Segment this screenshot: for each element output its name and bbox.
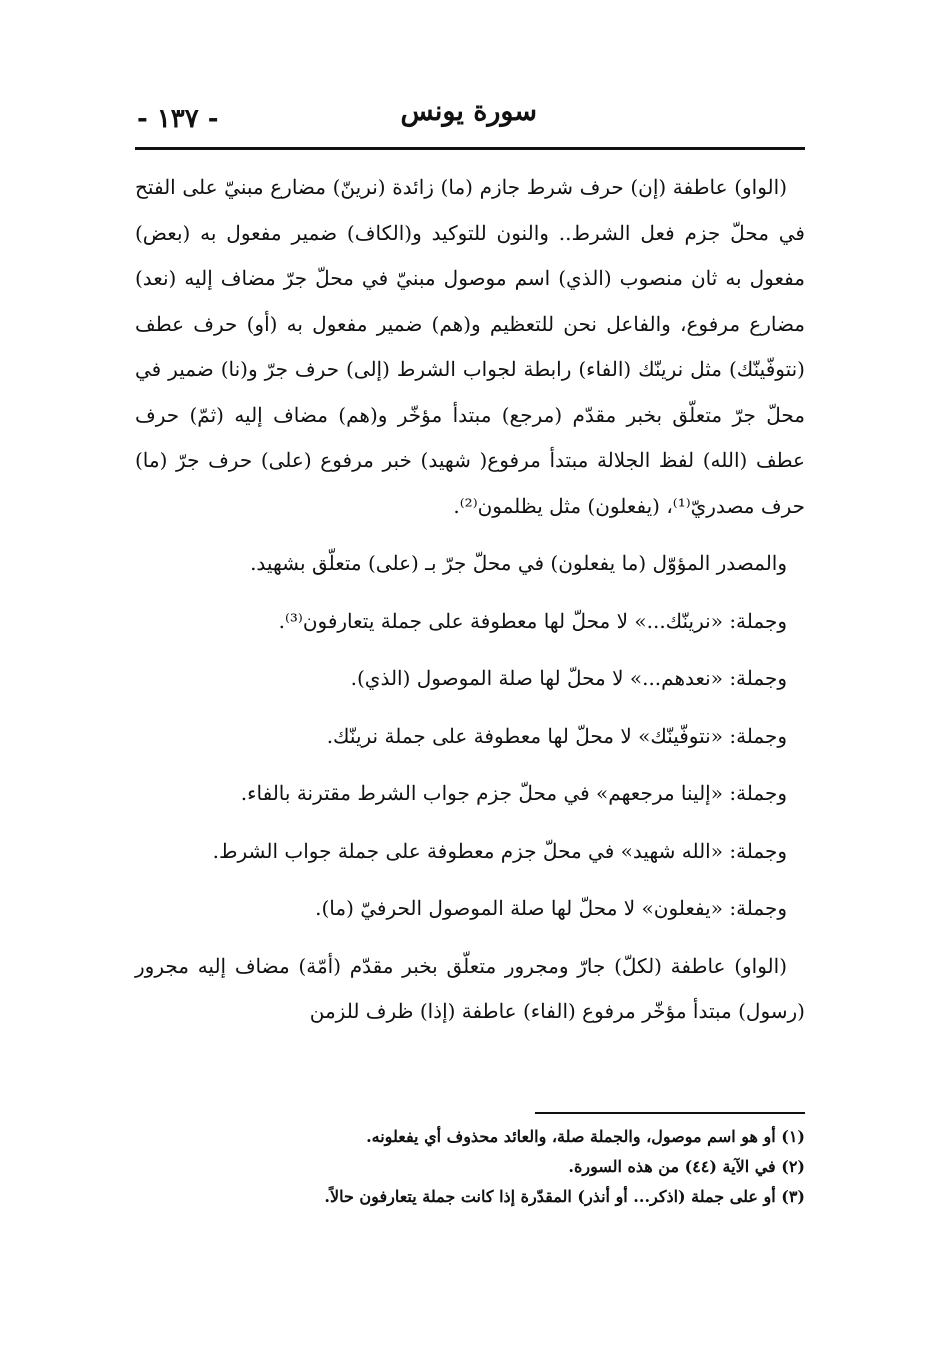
footnotes <box>135 1122 805 1212</box>
page-header <box>135 96 805 148</box>
paragraph-9: (الواو) عاطفة (لكلّ) جارّ ومجرور متعلّق بخبر مقدّم (أمّة) مضاف إليه مجرور (رسول) مبتدأ مؤخّر مرفوع (الفاء) عاطفة (إذا) ظرف للزمن <box>135 953 805 1023</box>
paragraph-1: (الواو) عاطفة (إن) حرف شرط جازم (ما) زائدة (نرينّ) مضارع مبنيّ على الفتح في محلّ جزم فعل الشرط.. والنون للتوكيد و(الكاف) ضمير مفعول به (بعض) مفعول به ثان منصوب (الذي) اسم موصول مبنيّ في محلّ جرّ مضاف إليه (نعد) مضارع مرفوع، والفاعل نحن للتعظيم و(هم) ضمير مفعول به (أو) حرف عطف (نتوفّينّك) مثل نرينّك (الفاء) رابطة لجواب الشرط (إلى) حرف جرّ و(نا) ضمير في محلّ جرّ متعلّق بخبر مقدّم (مرجع) مبتدأ مؤخّر و(هم) مضاف إليه (ثمّ) حرف عطف (الله) لفظ الجلالة مبتدأ مرفوع( شهيد) خبر مرفوع (على) حرف جرّ (ما) حرف مصدريّ⁽¹⁾، (يفعلون) مثل يظلمون⁽²⁾. <box>135 175 805 518</box>
paragraph-8: وجملة: «يفعلون» لا محلّ لها صلة الموصول الحرفيّ (ما). <box>315 896 787 920</box>
footnote-3: (٣) أو على جملة (اذكر... أو أنذر) المقدّرة إذا كانت جملة يتعارفون حالاً. <box>324 1187 805 1206</box>
paragraph-5: وجملة: «نتوفّينّك» لا محلّ لها معطوفة على جملة نرينّك. <box>326 723 787 748</box>
main-text <box>135 165 805 1035</box>
footnote-2: (٢) في الآية (٤٤) من هذه السورة. <box>568 1157 805 1176</box>
paragraph-4: وجملة: «نعدهم...» لا محلّ لها صلة الموصول (الذي). <box>350 666 787 690</box>
paragraph-7: وجملة: «الله شهيد» في محلّ جزم معطوفة على جملة جواب الشرط. <box>212 838 787 863</box>
page-number: - ١٣٧ - <box>137 104 219 134</box>
footnote-1: (١) أو هو اسم موصول، والجملة صلة، والعائد محذوف أي يفعلونه. <box>366 1127 805 1146</box>
paragraph-3: وجملة: «نرينّك...» لا محلّ لها معطوفة على جملة يتعارفون⁽³⁾. <box>278 608 787 633</box>
footnote-divider <box>535 1112 805 1114</box>
surah-title: سورة يونس <box>400 96 537 127</box>
header-divider <box>135 147 805 150</box>
paragraph-6: وجملة: «إلينا مرجعهم» في محلّ جزم جواب الشرط مقترنة بالفاء. <box>240 781 787 805</box>
paragraph-2: والمصدر المؤوّل (ما يفعلون) في محلّ جرّ بـ (على) متعلّق بشهيد. <box>250 551 787 575</box>
